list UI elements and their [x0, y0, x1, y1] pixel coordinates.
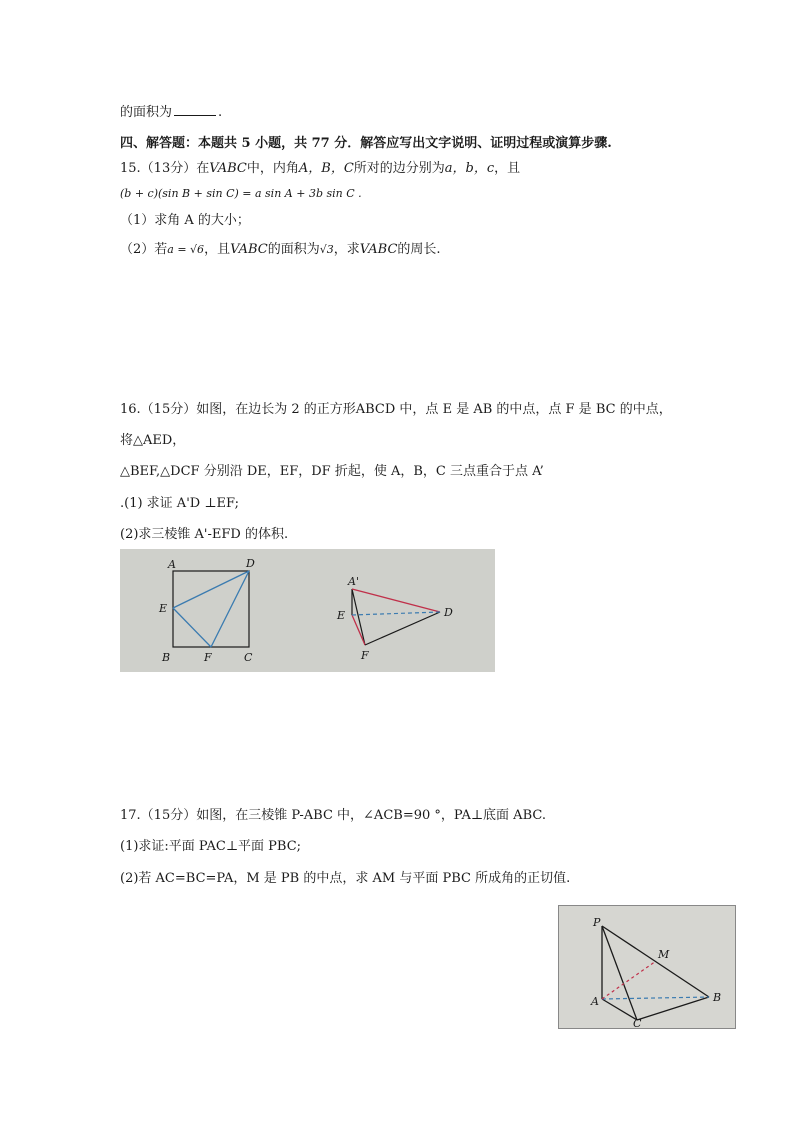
q15-text2: 所对的边分别为 [353, 161, 445, 176]
q15-part1: （1）求角 A 的大小； [120, 213, 250, 228]
q15-part2-c: 的面积为 [267, 242, 320, 257]
label-F: F [204, 651, 212, 664]
q15-equation: (b + c)(sin B + sin C) = a sin A + 3b sin C . [120, 187, 362, 200]
q15-line1 [120, 160, 520, 178]
q15-text3: ，且 [494, 161, 521, 176]
label-C: C [244, 651, 253, 664]
q15-tri: VABC [209, 161, 247, 176]
q15-text1: 中，内角 [246, 161, 299, 176]
q16-figure [120, 549, 495, 672]
q15-part2-e: 的周长. [397, 242, 441, 257]
label-A2: A' [348, 575, 359, 588]
q15-number: 15.（13分）在 [120, 161, 210, 176]
q16-part2: (2)求三棱锥 A'-EFD 的体积. [120, 527, 289, 542]
label-B17: B [713, 991, 722, 1004]
q16-line1: 16.（15分）如图，在边长为 2 的正方形ABCD 中，点 E 是 AB 的中点，点 F 是 BC 的中点， [120, 402, 672, 417]
label-D: D [246, 557, 255, 570]
q16-line3: △BEF,△DCF 分别沿 DE，EF，DF 折起，使 A，B，C 三点重合于点 A’ [120, 464, 544, 479]
q16-line2: 将△AED， [120, 433, 186, 448]
q15-part2-d: ，求 [333, 242, 360, 257]
label-A17: A [591, 995, 599, 1008]
q15-part2-tri2: VABC [359, 242, 398, 257]
q15-part2-tri: VABC [230, 242, 268, 257]
q15-part2-cond: a = √6 [167, 243, 205, 256]
section-heading: 四、解答题：本题共 5 小题，共 77 分．解答应写出文字说明、证明过程或演算步骤. [120, 136, 612, 151]
q17-figure [558, 905, 736, 1029]
label-E2: E [337, 609, 346, 622]
label-E: E [159, 602, 168, 615]
q16-figure-svg [120, 549, 495, 672]
answer-blank [174, 103, 216, 116]
label-M: M [658, 948, 670, 961]
q15-part2 [120, 241, 441, 259]
top-area-text: 的面积为 [120, 105, 173, 120]
q17-part1: (1)求证:平面 PAC⊥平面 PBC; [120, 839, 302, 854]
q15-vars2: a，b，c [444, 161, 495, 176]
label-F2: F [361, 649, 369, 662]
q15-part2-a: （2）若 [120, 242, 168, 257]
top-area-line [120, 103, 222, 122]
label-C17: C [633, 1017, 642, 1028]
label-D2: D [444, 606, 453, 619]
q17-line1: 17.（15分）如图，在三棱锥 P-ABC 中，∠ACB=90 °，PA⊥底面 ABC. [120, 808, 546, 823]
q15-part2-area: √3 [319, 243, 334, 256]
label-P: P [593, 916, 601, 929]
q15-part2-b: ，且 [204, 242, 231, 257]
top-period: . [218, 105, 223, 120]
q17-part2: (2)若 AC=BC=PA，M 是 PB 的中点，求 AM 与平面 PBC 所成角的正切值. [120, 871, 571, 886]
label-B: B [162, 651, 171, 664]
q16-part1: .(1) 求证 A'D ⊥EF; [120, 496, 239, 511]
q17-figure-svg [559, 906, 735, 1028]
q15-vars1: A，B，C [298, 161, 354, 176]
label-A: A [168, 558, 176, 571]
